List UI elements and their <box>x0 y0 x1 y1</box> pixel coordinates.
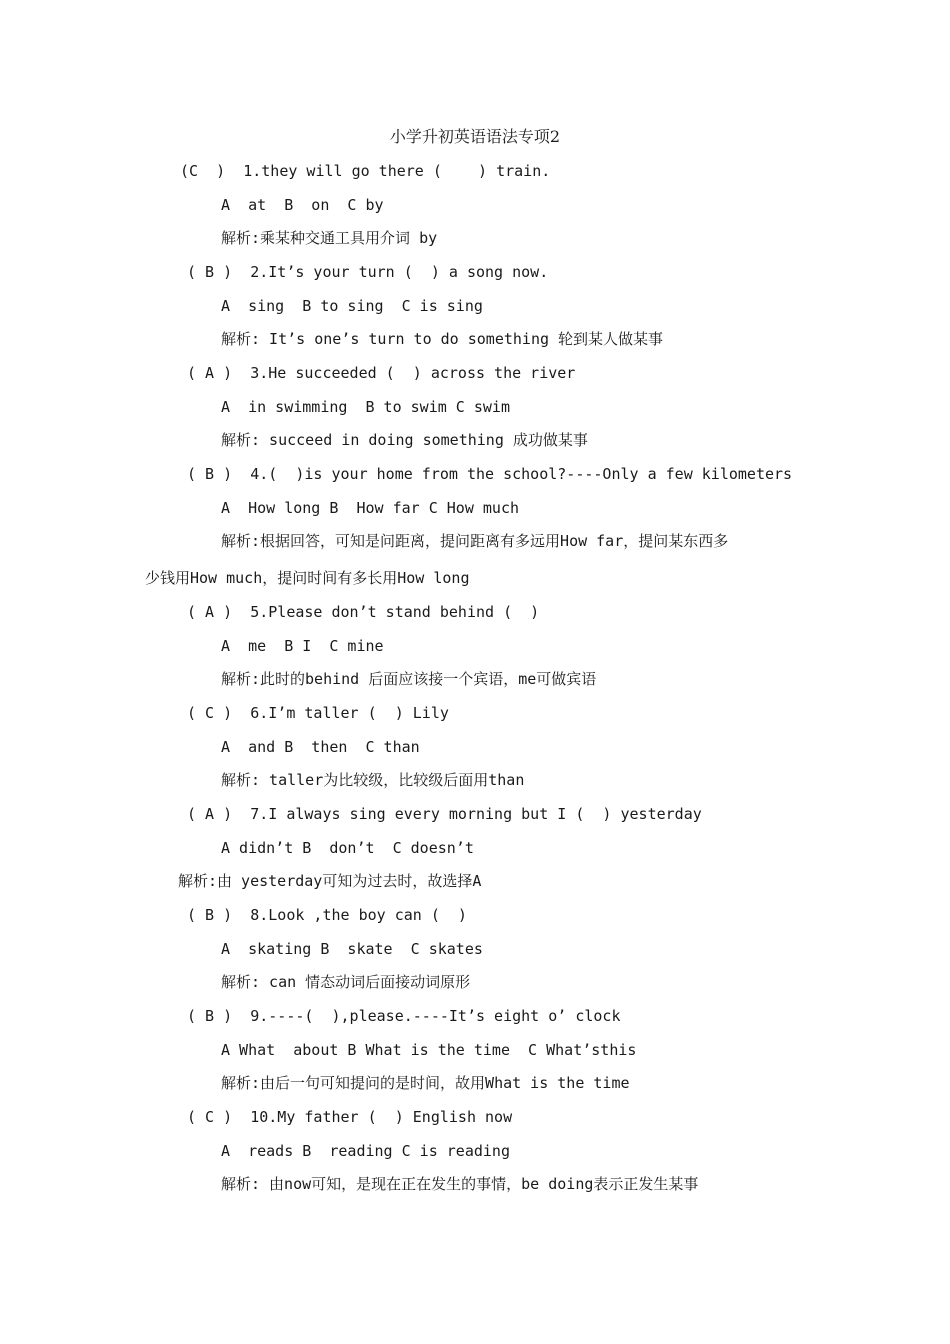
explanation-10: 解析: 由now可知，是现在正在发生的事情，be doing表示正发生某事 <box>221 1175 699 1193</box>
question-2: ( B ) 2.It’s your turn ( ) a song now. <box>187 263 549 281</box>
question-1: (C ) 1.they will go there ( ) train. <box>180 162 551 180</box>
question-4: ( B ) 4.( )is your home from the school?----Only a few kilometers <box>187 465 793 483</box>
options-1: A at B on C by <box>221 196 384 214</box>
explanation-9: 解析:由后一句可知提问的是时间，故用What is the time <box>221 1074 630 1092</box>
question-6: ( C ) 6.I’m taller ( ) Lily <box>187 704 449 722</box>
options-2: A sing B to sing C is sing <box>221 297 483 315</box>
question-5: ( A ) 5.Please don’t stand behind ( ) <box>187 603 540 621</box>
explanation-2: 解析: It’s one’s turn to do something 轮到某人做某事 <box>221 330 664 348</box>
options-6: A and B then C than <box>221 738 420 756</box>
explanation-7: 解析:由 yesterday可知为过去时，故选择A <box>178 872 482 890</box>
explanation-5: 解析:此时的behind 后面应该接一个宾语，me可做宾语 <box>221 670 597 688</box>
options-5: A me B I C mine <box>221 637 384 655</box>
options-3: A in swimming B to swim C swim <box>221 398 510 416</box>
explanation-4-continued: 少钱用How much，提问时间有多长用How long <box>145 569 470 587</box>
question-3: ( A ) 3.He succeeded ( ) across the river <box>187 364 576 382</box>
question-7: ( A ) 7.I always sing every morning but I ( ) yesterday <box>187 805 702 823</box>
question-9: ( B ) 9.----( ),please.----It’s eight o’ clock <box>187 1007 621 1025</box>
options-9: A What about B What is the time C What’sthis <box>221 1041 637 1059</box>
options-4: A How long B How far C How much <box>221 499 520 517</box>
options-8: A skating B skate C skates <box>221 940 483 958</box>
document-title: 小学升初英语语法专项2 <box>389 127 561 146</box>
question-10: ( C ) 10.My father ( ) English now <box>187 1108 513 1126</box>
explanation-6: 解析: taller为比较级，比较级后面用than <box>221 771 525 789</box>
explanation-4: 解析:根据回答，可知是问距离，提问距离有多远用How far，提问某东西多 <box>221 532 729 550</box>
question-8: ( B ) 8.Look ,the boy can ( ) <box>187 906 467 924</box>
options-10: A reads B reading C is reading <box>221 1142 510 1160</box>
explanation-8: 解析: can 情态动词后面接动词原形 <box>221 973 471 991</box>
explanation-1: 解析:乘某种交通工具用介词 by <box>221 229 438 247</box>
explanation-3: 解析: succeed in doing something 成功做某事 <box>221 431 588 449</box>
options-7: A didn’t B don’t C doesn’t <box>221 839 474 857</box>
